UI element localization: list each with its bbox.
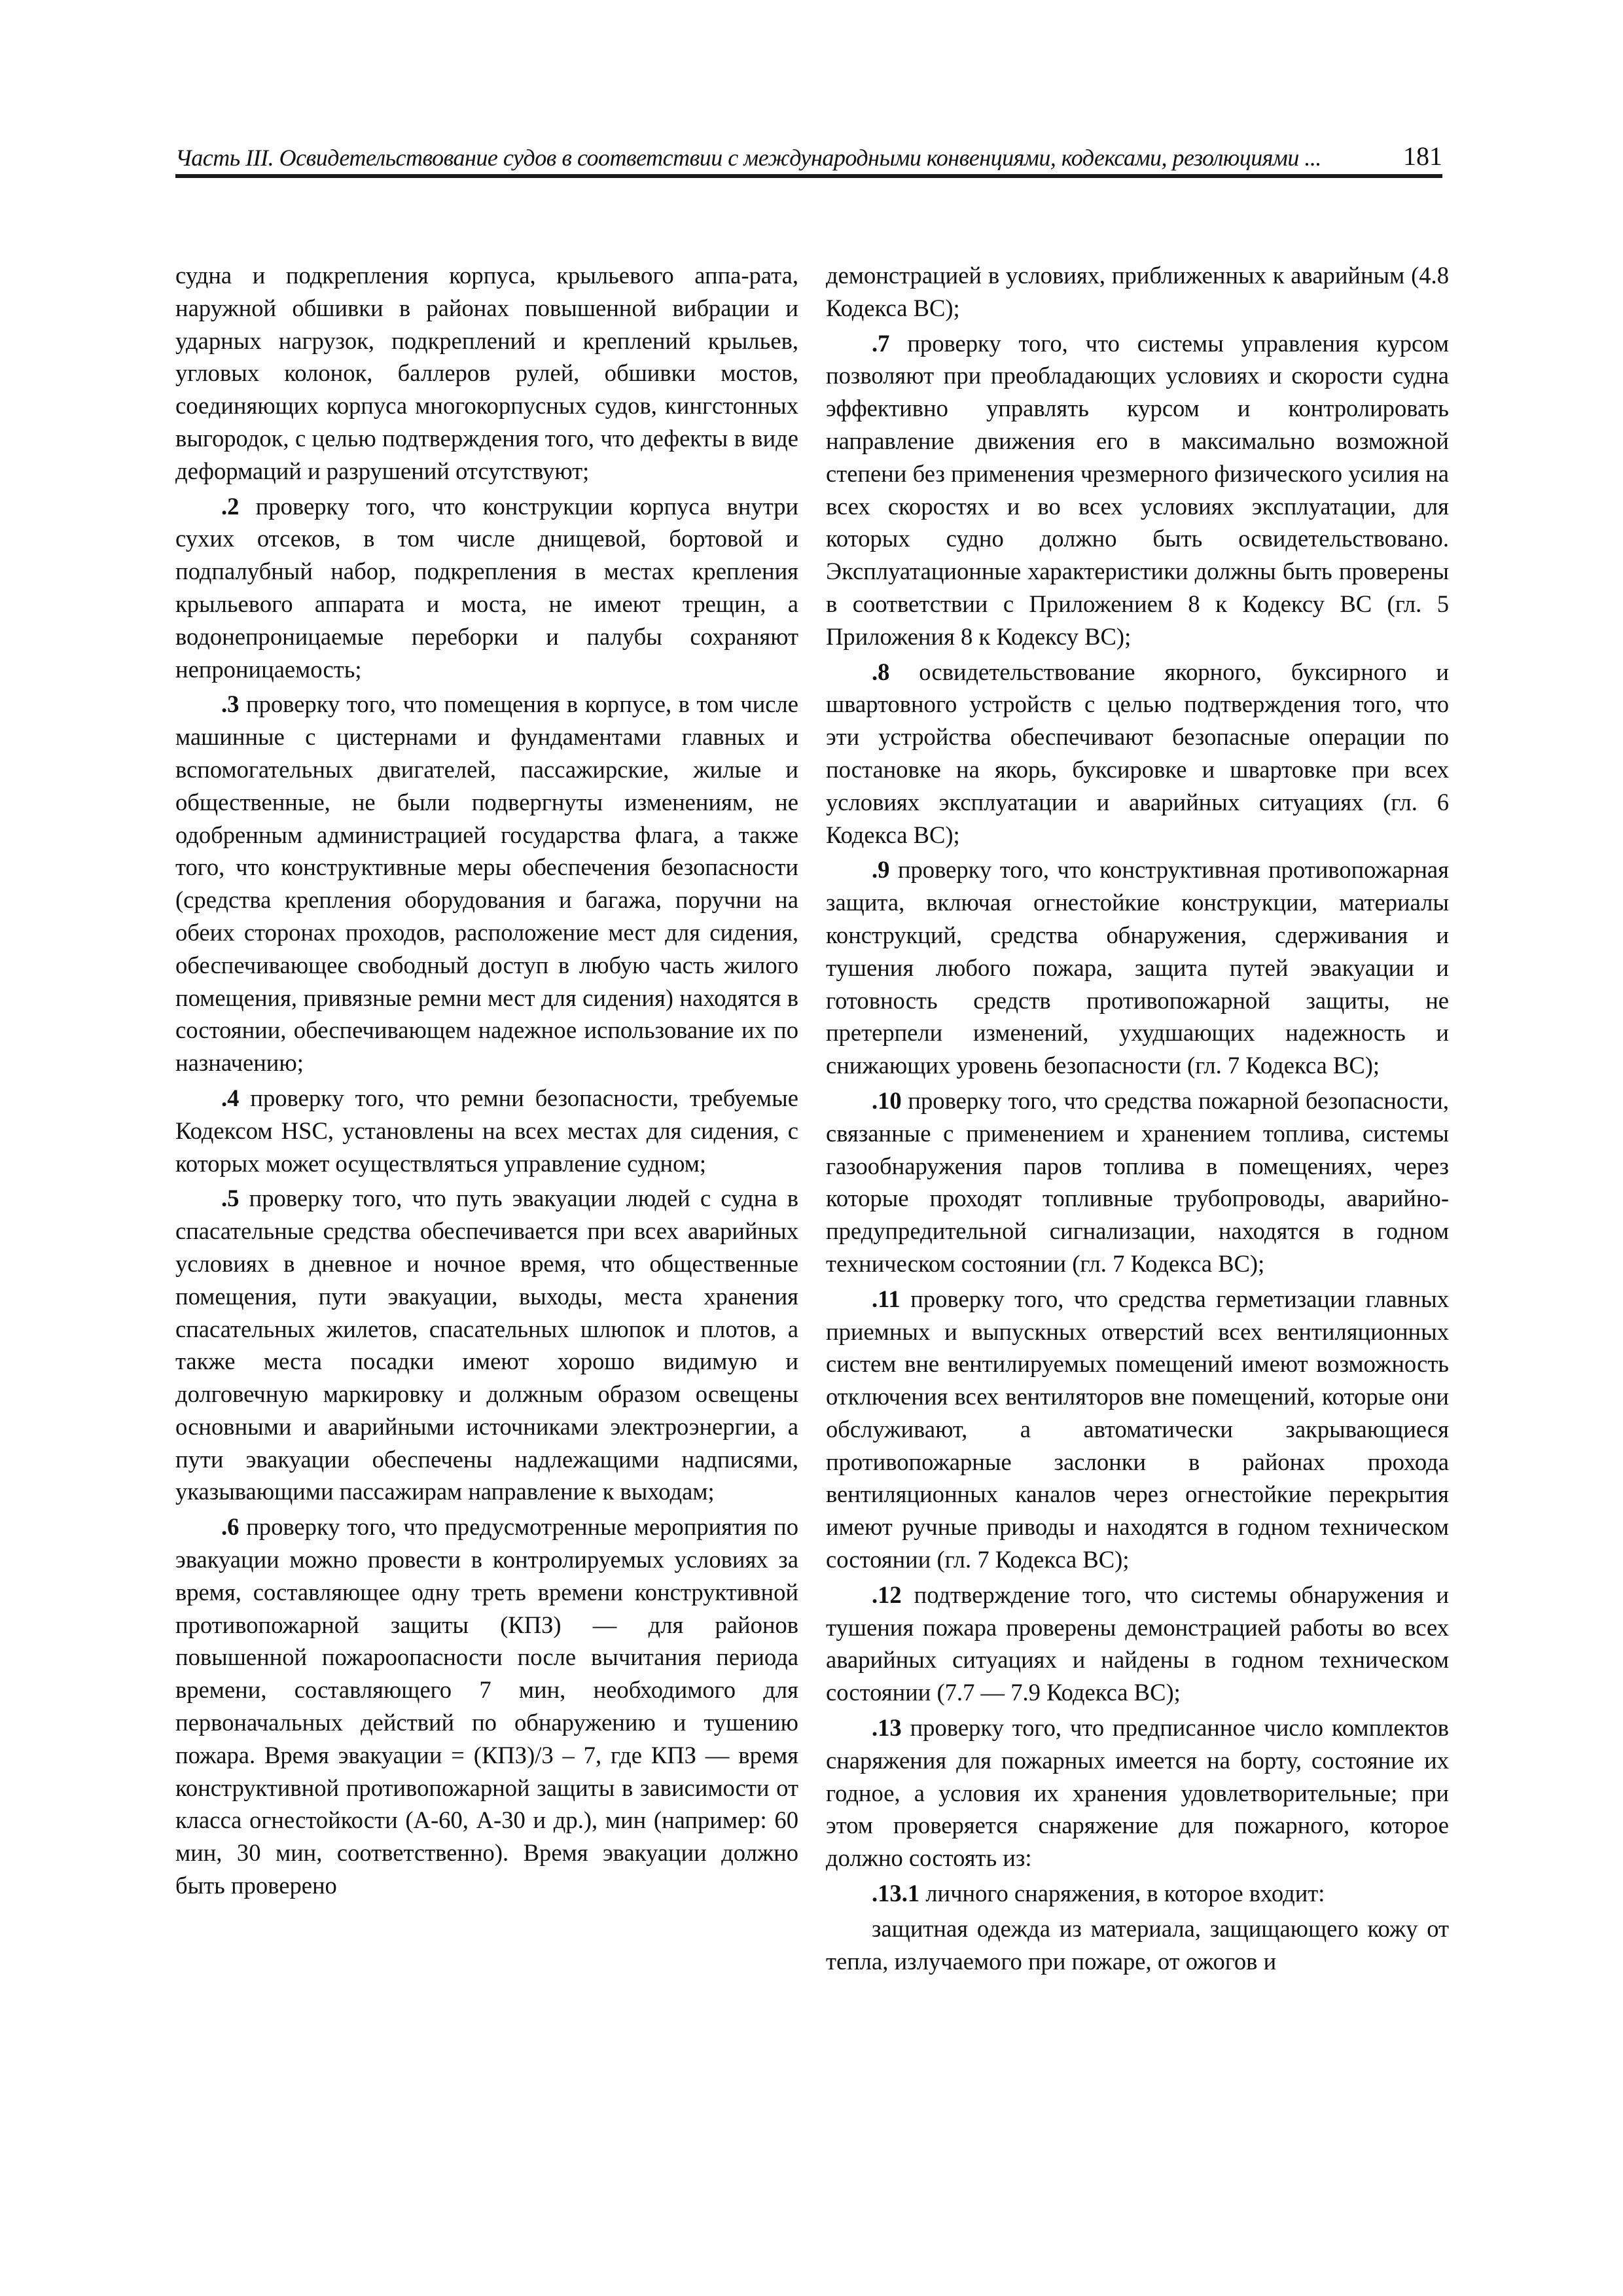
paragraph-number: .9	[872, 856, 890, 884]
paragraph-number: .7	[872, 329, 890, 357]
paragraph-number: .6	[221, 1513, 240, 1541]
paragraph-text: демонстрацией в условиях, приближенных к аварийным (4.8 Кодекса ВС);	[826, 262, 1449, 321]
paragraph	[175, 1511, 798, 1902]
paragraph-text: проверку того, что конструктивная противопожарная защита, включая огнестойкие конструкции, материалы конструкций, средства обнаружения, сдерживания и тушения любого пожара, защита путей эвакуации и готовность средств противопожарной защиты, не претерпели изменений, ухудшающих надежность и снижающих уровень безопасности (гл. 7 Кодекса ВС);	[826, 856, 1449, 1079]
paragraph-text: проверку того, что ремни безопасности, требуемые Кодексом HSC, установлены на всех местах для сидения, с которых может осуществляться управление судном;	[175, 1084, 798, 1177]
paragraph-number: .11	[872, 1285, 901, 1312]
paragraph	[826, 1579, 1449, 1709]
paragraph	[826, 1712, 1449, 1874]
right-column	[826, 259, 1449, 1977]
paragraph-number: .2	[221, 492, 240, 520]
left-column	[175, 259, 798, 1902]
paragraph-number: .10	[872, 1086, 902, 1114]
paragraph	[175, 259, 798, 488]
paragraph-text: проверку того, что системы управления курсом позволяют при преобладающих условиях и скорости судна эффективно управлять курсом и контролировать направление движения его в максимально возможной степени без применения чрезмерного физического усилия на всех скоростях и во всех условиях эксплуатации, для которых судно должно быть освидетельствовано. Эксплуатационные характеристики должны быть проверены в соответствии с Приложением 8 к Кодексу ВС (гл. 5 Приложения 8 к Кодексу ВС);	[826, 329, 1449, 650]
paragraph-text: проверку того, что предусмотренные мероприятия по эвакуации можно провести в контролируемых условиях за время, составляющее одну треть времени конструктивной противопожарной защиты (КПЗ) — для районов повышенной пожароопасности после вычитания периода времени, составляющего 7 мин, необходимого для первоначальных действий по обнаружению и тушению пожара. Время эвакуации = (КПЗ)/3 – 7, где КПЗ — время конструктивной противопожарной защиты в зависимости от класса огнестойкости (А-60, А-30 и др.), мин (например: 60 мин, 30 мин, соответственно). Время эвакуации должно быть проверено	[175, 1513, 798, 1899]
paragraph	[175, 490, 798, 686]
running-header	[175, 135, 1442, 178]
paragraph-text: проверку того, что предписанное число комплектов снаряжения для пожарных имеется на борту, состояние их годное, а условия их хранения удовлетворительные; при этом проверяется снаряжение для пожарного, которое должно состоять из:	[826, 1714, 1449, 1872]
paragraph-number: .3	[221, 691, 240, 718]
paragraph	[826, 1877, 1449, 1910]
paragraph-text: подтверждение того, что системы обнаружения и тушения пожара проверены демонстрацией работы во всех аварийных ситуациях и найдены в годном техническом состоянии (7.7 — 7.9 Кодекса ВС);	[826, 1581, 1449, 1706]
paragraph-text: судна и подкрепления корпуса, крыльевого аппа-рата, наружной обшивки в районах повышенной вибрации и ударных нагрузок, подкреплений и креплений крыльев, угловых колонок, баллеров рулей, обшивки мостов, соединяющих корпуса многокорпусных судов, кингстонных выгородок, с целью подтверждения того, что дефекты в виде деформаций и разрушений отсутствуют;	[175, 262, 798, 484]
paragraph	[826, 1085, 1449, 1280]
paragraph	[175, 1182, 798, 1508]
paragraph	[826, 853, 1449, 1082]
paragraph-number: .13	[872, 1714, 902, 1742]
paragraph-text: проверку того, что конструкции корпуса внутри сухих отсеков, в том числе днищевой, бортовой и подпалубный набор, подкрепления в местах крепления крыльевого аппарата и моста, не имеют трещин, а водонепроницаемые переборки и палубы сохраняют непроницаемость;	[175, 492, 798, 683]
paragraph-text: защитная одежда из материала, защищающего кожу от тепла, излучаемого при пожаре, от ожогов и	[826, 1914, 1449, 1975]
paragraph-text: личного снаряжения, в которое входит:	[919, 1880, 1325, 1907]
paragraph	[175, 1082, 798, 1179]
paragraph	[826, 327, 1449, 653]
paragraph-number: .4	[221, 1084, 240, 1111]
paragraph-number: .12	[872, 1581, 902, 1608]
paragraph-number: .8	[872, 658, 890, 685]
paragraph-text: освидетельствование якорного, буксирного и швартовного устройств с целью подтверждения того, что эти устройства обеспечивают безопасные операции по постановке на якорь, буксировке и швартовке при всех условиях эксплуатации и аварийных ситуациях (гл. 6 Кодекса ВС);	[826, 658, 1449, 848]
page-number: 181	[1403, 141, 1442, 171]
paragraph-text: проверку того, что помещения в корпусе, в том числе машинные с цистернами и фундаментами главных и вспомогательных двигателей, пассажирские, жилые и общественные, не были подвергнуты изменениям, не одобренным администрацией государства флага, а также того, что конструктивные меры обеспечения безопасности (средства крепления оборудования и багажа, поручни на обеих сторонах проходов, расположение мест для сидения, обеспечивающее свободный доступ в любую часть жилого помещения, привязные ремни мест для сидения) находятся в состоянии, обеспечивающем надежное использование их по назначению;	[175, 691, 798, 1077]
paragraph-number: .13.1	[872, 1880, 920, 1907]
header-title: Часть III. Освидетельствование судов в соответствии с международными конвенциями, кодексами, резолюциями ...	[175, 145, 1321, 171]
paragraph	[175, 688, 798, 1079]
paragraph-text: проверку того, что путь эвакуации людей с судна в спасательные средства обеспечивается при всех аварийных условиях в дневное и ночное время, что общественные помещения, пути эвакуации, выходы, места хранения спасательных жилетов, спасательных шлюпок и плотов, а также места посадки имеют хорошо видимую и долговечную маркировку и должным образом освещены основными и аварийными источниками электроэнергии, а пути эвакуации обеспечены надлежащими надписями, указывающими пассажирам направление к выходам;	[175, 1185, 798, 1505]
paragraph	[826, 1912, 1449, 1978]
paragraph	[826, 259, 1449, 325]
paragraph	[826, 656, 1449, 852]
paragraph-text: проверку того, что средства пожарной безопасности, связанные с применением и хранением топлива, системы газообнаружения паров топлива в помещениях, через которые проходят топливные трубопроводы, аварийно-предупредительной сигнализации, находятся в годном техническом состоянии (гл. 7 Кодекса ВС);	[826, 1086, 1449, 1277]
paragraph-number: .5	[221, 1185, 240, 1212]
paragraph-text: проверку того, что средства герметизации главных приемных и выпускных отверстий всех вентиляционных систем вне вентилируемых помещений имеют возможность отключения всех вентиляторов вне помещений, которые они обслуживают, а автоматически закрывающиеся противопожарные заслонки в районах прохода вентиляционных каналов через огнестойкие перекрытия имеют ручные приводы и находятся в годном техническом состоянии (гл. 7 Кодекса ВС);	[826, 1285, 1449, 1573]
paragraph	[826, 1283, 1449, 1576]
